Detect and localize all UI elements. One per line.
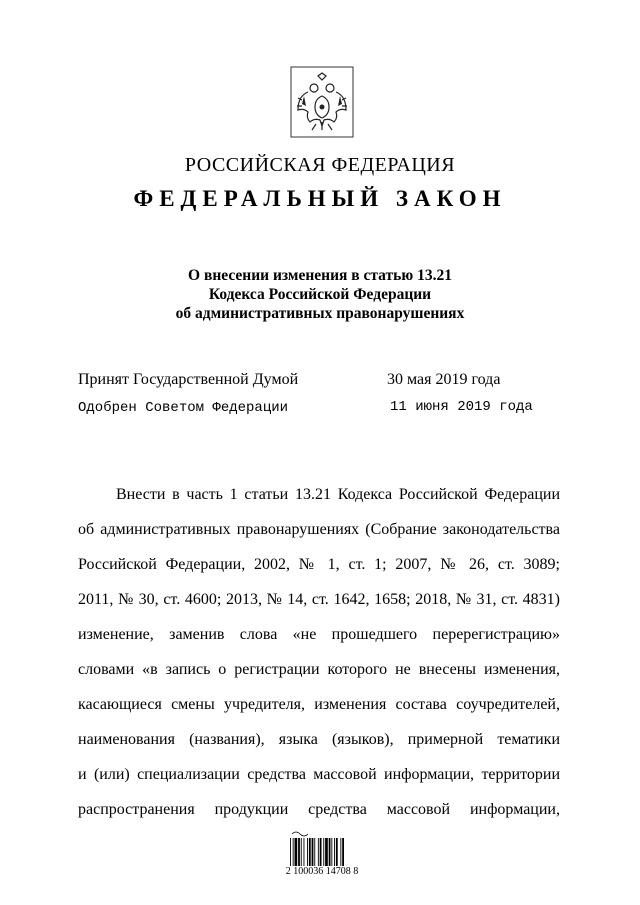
barcode-image	[288, 828, 364, 868]
coat-of-arms-emblem	[290, 66, 354, 138]
body-line: об административных правонарушениях (Собрание законодательства	[78, 521, 560, 538]
body-line: 2011, № 30, ст. 4600; 2013, № 14, ст. 1642, 1658; 2018, № 31, ст. 4831)	[78, 591, 560, 608]
body-line: Российской Федерации, 2002, № 1, ст. 1; 2007, № 26, ст. 3089;	[78, 556, 560, 573]
law-title	[0, 266, 640, 323]
body-line: изменение, заменив слова «не прошедшего перерегистрацию»	[78, 626, 560, 643]
law-title-line: об административных правонарушениях	[175, 305, 465, 322]
law-body	[78, 477, 560, 827]
body-line: распространения продукции средства массовой информации,	[78, 801, 560, 818]
duma-adoption-date: 30 мая 2019 года	[387, 371, 501, 388]
body-line: словами «в запись о регистрации которого не внесены изменения,	[78, 661, 560, 678]
country-name: РОССИЙСКАЯ ФЕДЕРАЦИЯ	[184, 154, 456, 176]
barcode-number: 2 100036 14708 8	[285, 866, 359, 877]
duma-adoption-label: Принят Государственной Думой	[78, 371, 299, 388]
law-title-line: О внесении изменения в статью 13.21	[188, 267, 452, 284]
body-line: и (или) специализации средства массовой информации, территории	[78, 766, 560, 783]
council-approval-label: Одобрен Советом Федерации	[78, 400, 289, 416]
law-type-heading: ФЕДЕРАЛЬНЫЙ ЗАКОН	[133, 186, 507, 211]
body-line: касающиеся смены учредителя, изменения состава соучредителей,	[78, 696, 560, 713]
body-line: Внести в часть 1 статьи 13.21 Кодекса Российской Федерации	[116, 486, 560, 503]
law-title-line: Кодекса Российской Федерации	[208, 286, 432, 303]
body-line: наименования (названия), языка (языков), примерной тематики	[78, 731, 560, 748]
council-approval-date: 11 июня 2019 года	[390, 399, 533, 415]
